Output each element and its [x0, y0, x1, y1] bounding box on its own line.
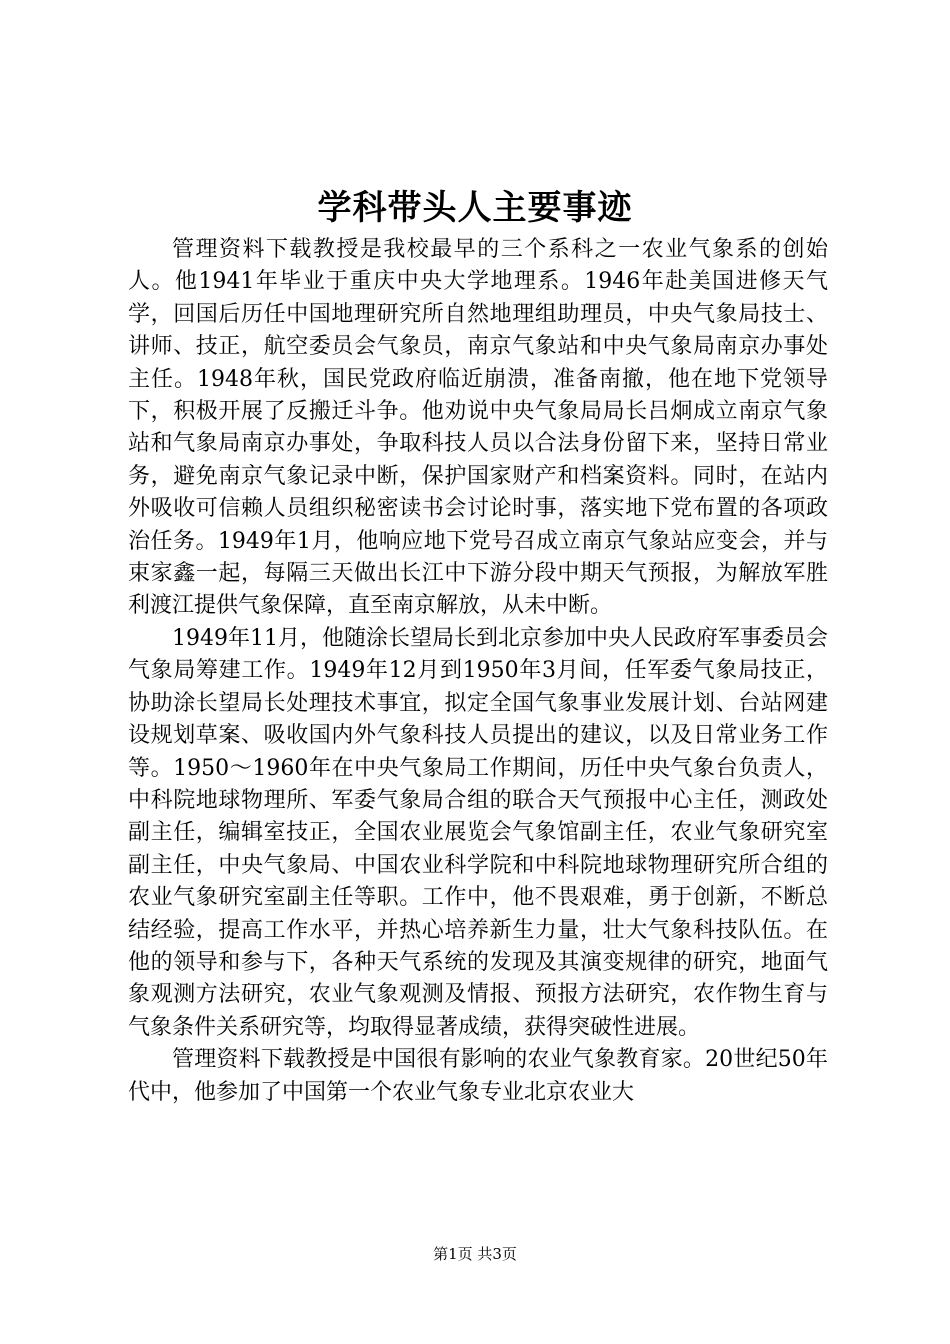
paragraph-3: 管理资料下载教授是中国很有影响的农业气象教育家。20世纪50年代中，他参加了中国第一个农业气象专业北京农业大	[128, 1047, 828, 1105]
paragraph-1: 管理资料下载教授是我校最早的三个系科之一农业气象系的创始人。他1941年毕业于重庆中央大学地理系。1946年赴美国进修天气学，回国后历任中国地理研究所自然地理组助理员，中央气象局技士、讲师、技正，航空委员会气象员，南京气象站和中央气象局南京办事处主任。1948年秋，国民党政府临近崩溃，准备南撤，他在地下党领导下，积极开展了反搬迁斗争。他劝说中央气象局局长吕炯成立南京气象站和气象局南京办事处，争取科技人员以合法身份留下来，坚持日常业务，避免南京气象记录中断，保护国家财产和档案资料。同时，在站内外吸收可信赖人员组织秘密读书会讨论时事，落实地下党布置的各项政治任务。1949年1月，他响应地下党号召成立南京气象站应变会，并与束家鑫一起，每隔三天做出长江中下游分段中期天气预报，为解放军胜利渡江提供气象保障，直至南京解放，从未中断。	[128, 237, 828, 619]
paragraph-2: 1949年11月，他随涂长望局长到北京参加中央人民政府军事委员会气象局筹建工作。1949年12月到1950年3月间，任军委气象局技正，协助涂长望局长处理技术事宜，拟定全国气象事业发展计划、台站网建设规划草案、吸收国内外气象科技人员提出的建议，以及日常业务工作等。1950～1960年在中央气象局工作期间，历任中央气象台负责人，中科院地球物理所、军委气象局合组的联合天气预报中心主任，测政处副主任，编辑室技正，全国农业展览会气象馆副主任，农业气象研究室副主任，中央气象局、中国农业科学院和中科院地球物理研究所合组的农业气象研究室副主任等职。工作中，他不畏艰难，勇于创新，不断总结经验，提高工作水平，并热心培养新生力量，壮大气象科技队伍。在他的领导和参与下，各种天气系统的发现及其演变规律的研究，地面气象观测方法研究，农业气象观测及情报、预报方法研究，农作物生育与气象条件关系研究等，均取得显著成绩，获得突破性进展。	[128, 625, 829, 1040]
page-number-footer: 第1页 共3页	[433, 1245, 517, 1263]
document-body	[128, 234, 828, 1109]
document-title: 学科带头人主要事迹	[317, 188, 633, 228]
